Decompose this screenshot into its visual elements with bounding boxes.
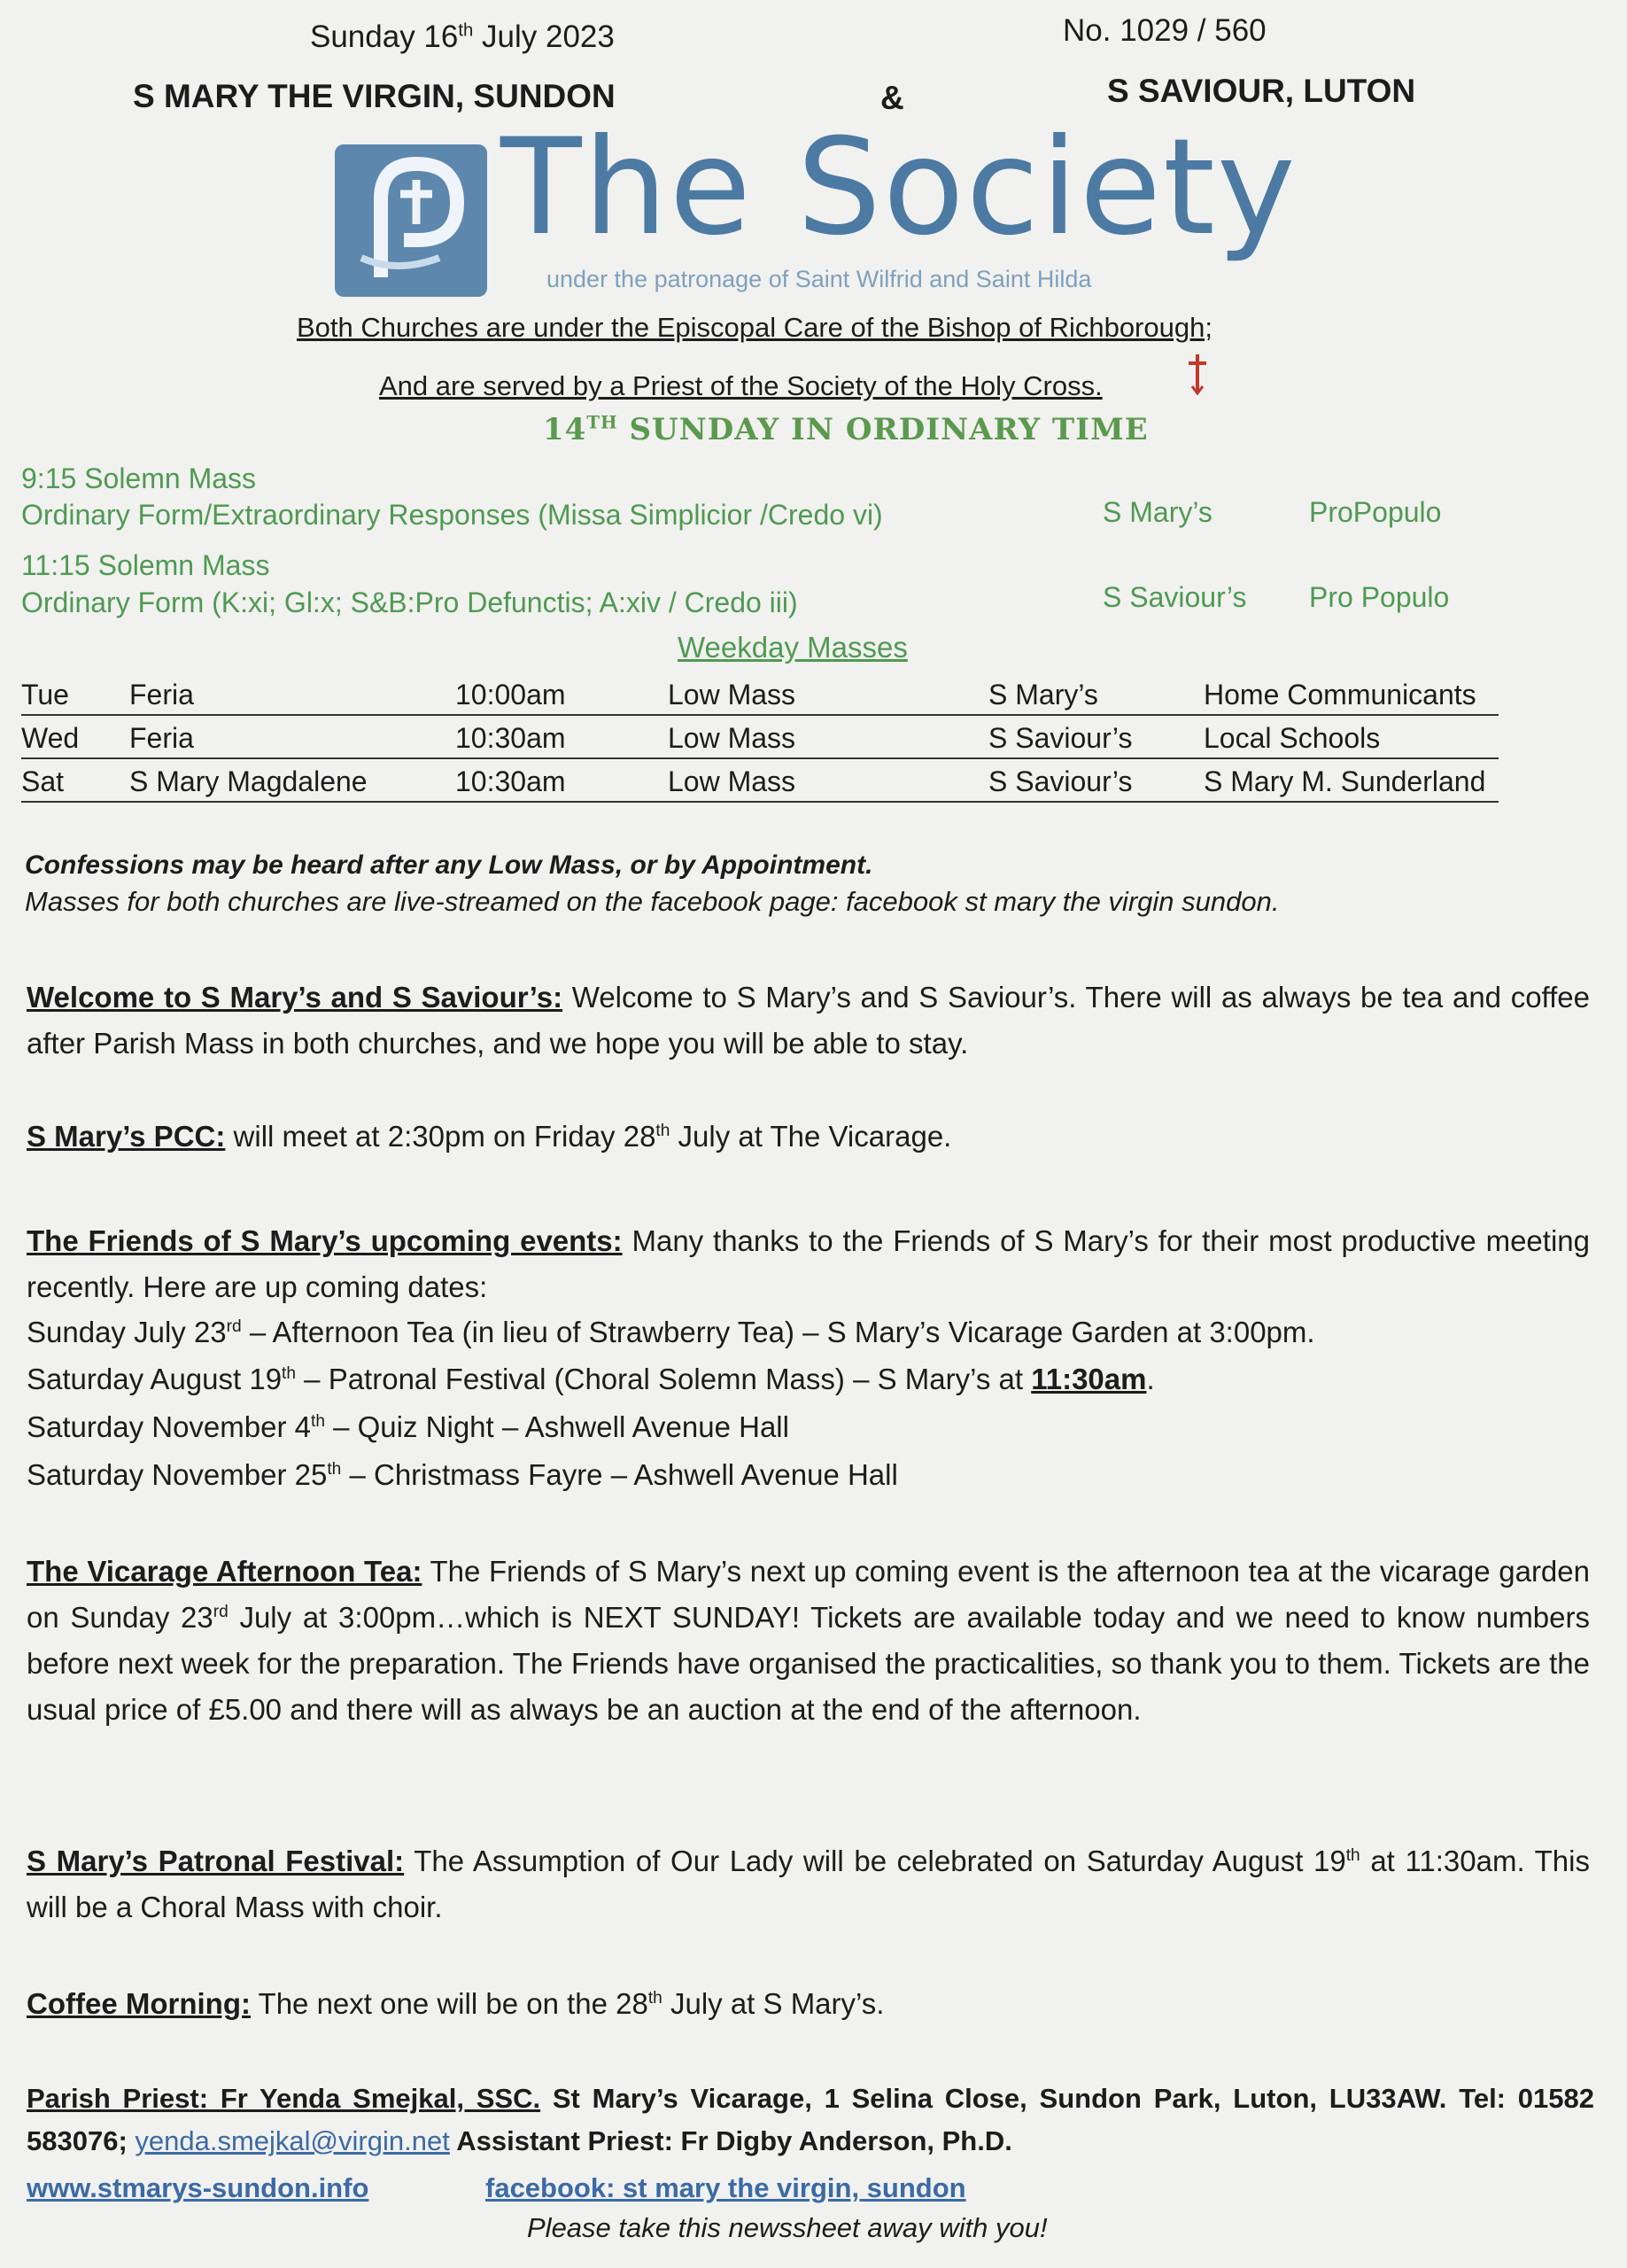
weekday-type: Low Mass <box>668 765 796 797</box>
weekday-day: Tue <box>21 679 69 711</box>
sunday-heading: 14TH SUNDAY IN ORDINARY TIME <box>543 411 1149 447</box>
weekday-row <box>21 762 1499 803</box>
weekday-intention: S Mary M. Sunderland <box>1204 765 1486 797</box>
closing-note: Please take this newssheet away with you! <box>527 2212 1048 2243</box>
welcome-notice <box>27 975 1590 1067</box>
cross-icon <box>1184 351 1211 395</box>
friends-notice <box>27 1218 1590 1310</box>
mass-1-time: 9:15 Solemn Mass <box>21 462 257 494</box>
weekday-feast: Feria <box>129 722 194 754</box>
patronal-festival-notice: S Mary’s Patronal Festival: The Assumption of Our Lady will be celebrated on Saturday August 19th at 11:30am. This will be a Choral Mass with choir. <box>27 1845 1590 1923</box>
event-item: Saturday August 19th – Patronal Festival (Choral Solemn Mass) – S Mary’s at 11:30am. <box>27 1363 1155 1395</box>
weekday-intention: Home Communicants <box>1204 679 1476 711</box>
weekday-row <box>21 675 1499 716</box>
weekday-church: S Mary’s <box>988 679 1098 711</box>
weekday-day: Sat <box>21 765 65 797</box>
welcome-heading: Welcome to S Mary’s and S Saviour’s: <box>27 981 563 1014</box>
society-logo-icon <box>335 144 487 297</box>
email-link[interactable]: yenda.smejkal@virgin.net <box>135 2125 450 2156</box>
website-link[interactable]: www.stmarys-sundon.info <box>27 2172 369 2203</box>
weekday-day: Wed <box>21 722 80 754</box>
assistant-priest: Assistant Priest: Fr Digby Anderson, Ph.D. <box>456 2125 1012 2156</box>
issue-date: Sunday 16th July 2023 <box>310 19 615 54</box>
friends-body: Many thanks to the Friends of S Mary’s for their most productive meeting recently. Here are up coming dates: <box>27 1224 1590 1303</box>
church-luton: S SAVIOUR, LUTON <box>1107 73 1416 109</box>
mass-2-time: 11:15 Solemn Mass <box>21 549 270 581</box>
coffee-morning-notice: Coffee Morning: The next one will be on the 28th July at S Mary’s. <box>27 1987 885 2020</box>
event-item: Saturday November 4th – Quiz Night – Ashwell Avenue Hall <box>27 1410 789 1443</box>
pcc-notice: S Mary’s PCC: will meet at 2:30pm on Friday 28th July at The Vicarage. <box>27 1120 952 1153</box>
vicarage-tea-heading: The Vicarage Afternoon Tea: <box>27 1555 422 1588</box>
vicarage-tea-notice: The Vicarage Afternoon Tea: The Friends of S Mary’s next up coming event is the afternoon tea at the vicarage garden on Sunday 23rd July at 3:00pm…which is NEXT SUNDAY! Tickets are available today and we need to know numbers before next week for the preparation. The Friends have organised the practicalities, so thank you to them. Tickets are the usual price of £5.00 and there will as always be an auction at the end of the afternoon. <box>27 1555 1591 1726</box>
weekday-time: 10:30am <box>455 722 566 754</box>
friends-heading: The Friends of S Mary’s upcoming events: <box>27 1224 623 1257</box>
vicarage-address: St Mary’s Vicarage, 1 Selina Close, Sundon Park, Luton, LU33AW. Tel: 01582 583076; <box>27 2083 1594 2156</box>
church-sundon: S MARY THE VIRGIN, SUNDON <box>133 78 616 114</box>
weekday-row <box>21 718 1499 759</box>
mass-2-intention: Pro Populo <box>1309 581 1450 613</box>
livestream-note: Masses for both churches are live-streamed on the facebook page: facebook st mary the virgin sundon. <box>25 886 1280 917</box>
weekday-church: S Saviour’s <box>988 765 1133 797</box>
weekday-time: 10:00am <box>455 679 566 711</box>
row-rule <box>21 714 1499 716</box>
mass-1-intention: ProPopulo <box>1309 496 1442 528</box>
mass-2-church: S Saviour’s <box>1103 581 1247 613</box>
row-rule <box>21 801 1499 803</box>
episcopal-care-line: Both Churches are under the Episcopal Care of the Bishop of Richborough; <box>297 312 1213 343</box>
confessions-note: Confessions may be heard after any Low Mass, or by Appointment. <box>25 850 873 880</box>
issue-number: No. 1029 / 560 <box>1063 13 1267 48</box>
weekday-feast: Feria <box>129 679 194 711</box>
patronal-festival-heading: S Mary’s Patronal Festival: <box>27 1845 405 1877</box>
weekday-time: 10:30am <box>455 765 566 797</box>
society-logo-title: The Society <box>500 111 1298 265</box>
weekday-type: Low Mass <box>668 722 796 754</box>
mass-1-detail: Ordinary Form/Extraordinary Responses (Missa Simplicior /Credo vi) <box>21 499 883 531</box>
society-logo-subtitle: under the patronage of Saint Wilfrid and Saint Hilda <box>546 266 1092 292</box>
weekday-type: Low Mass <box>668 679 796 711</box>
mass-2-detail: Ordinary Form (K:xi; Gl:x; S&B:Pro Defunctis; A:xiv / Credo iii) <box>21 586 798 618</box>
facebook-link-wrapper <box>485 2172 966 2204</box>
mass-1-church: S Mary’s <box>1103 496 1213 528</box>
served-by-line: And are served by a Priest of the Society of the Holy Cross. <box>379 370 1103 401</box>
facebook-link[interactable]: facebook: st mary the virgin, sundon <box>485 2172 966 2203</box>
pcc-heading: S Mary’s PCC: <box>27 1120 226 1153</box>
event-item: Saturday November 25th – Christmass Fayre – Ashwell Avenue Hall <box>27 1458 898 1491</box>
weekday-intention: Local Schools <box>1204 722 1381 754</box>
welcome-body: Welcome to S Mary’s and S Saviour’s. There will as always be tea and coffee after Parish Mass in both churches, and we hope you will be able to stay. <box>27 981 1591 1060</box>
weekday-feast: S Mary Magdalene <box>129 765 368 797</box>
coffee-morning-heading: Coffee Morning: <box>27 1987 251 2020</box>
parish-contact <box>27 2078 1594 2163</box>
website-link-wrapper <box>27 2172 368 2204</box>
weekday-church: S Saviour’s <box>988 722 1133 754</box>
event-item: Sunday July 23rd – Afternoon Tea (in lieu of Strawberry Tea) – S Mary’s Vicarage Garden at 3:00pm. <box>27 1316 1315 1348</box>
parish-priest-label: Parish Priest: Fr Yenda Smejkal, SSC. <box>27 2083 541 2114</box>
row-rule <box>21 757 1499 759</box>
weekday-masses-heading: Weekday Masses <box>678 631 908 664</box>
ampersand: & <box>880 80 904 116</box>
